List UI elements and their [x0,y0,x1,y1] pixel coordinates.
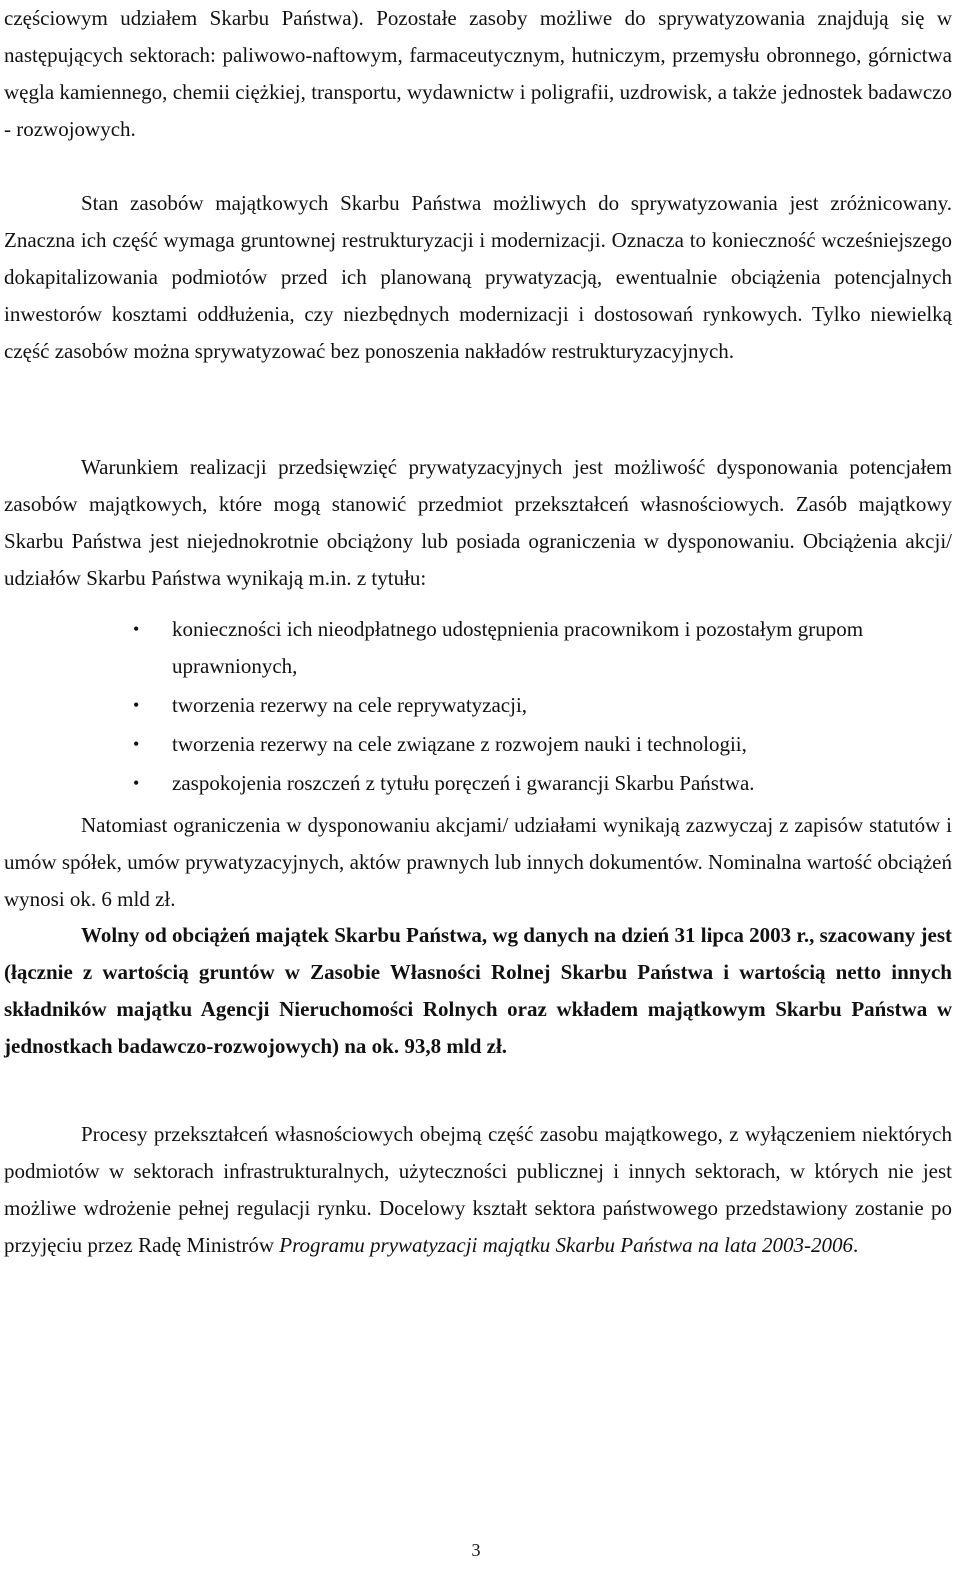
list-item-text: tworzenia rezerwy na cele reprywatyzacji, [172,693,528,717]
ownership-transformation-text: Procesy przekształceń własnościowych obejmą część zasobu majątkowego, z wyłączeniem niektórych podmiotów w sektorach infrastrukturalnych, użyteczności publicznej i innych sektorach, w których nie jest możliwe wdrożenie pełnej regulacji rynku. Docelowy kształt sektora państwowego przedstawiony zostanie po przyjęciu przez Radę Ministrów [4,1122,952,1257]
page-number: 3 [471,1540,481,1560]
program-title: Programu prywatyzacji majątku Skarbu Państwa na lata 2003-2006 [279,1233,854,1257]
paragraph-unencumbered-assets [4,917,952,1065]
bullet-icon: • [133,695,140,715]
list-item [0,726,952,763]
unencumbered-assets-lead: Wolny od obciążeń majątek Skarbu Państwa, wg danych na dzień 31 lipca 2003 r. [81,923,810,947]
paragraph-ownership-transformation [4,1116,952,1264]
bullet-icon: • [133,773,140,793]
ownership-transformation-end: . [853,1233,859,1257]
bullet-icon: • [133,619,140,639]
list-item-text: zaspokojenia roszczeń z tytułu poręczeń i gwarancji Skarbu Państwa. [172,771,755,795]
list-item [0,687,952,724]
paragraph-asset-condition: Stan zasobów majątkowych Skarbu Państwa możliwych do sprywatyzowania jest zróżnicowany. Znaczna ich część wymaga gruntownej restrukturyzacji i modernizacji. Oznacza to konieczność wcześniejszego dokapitalizowania podmiotów przed ich planowaną prywatyzacją, ewentualnie obciążenia potencjalnych inwestorów kosztami oddłużenia, czy niezbędnych modernizacji i dostosowań rynkowych. Tylko niewielką część zasobów można sprywatyzować bez ponoszenia nakładów restrukturyzacyjnych. [4,191,952,363]
encumbrance-list [0,611,952,804]
paragraph-privatization-conditions: Warunkiem realizacji przedsięwzięć prywatyzacyjnych jest możliwość dysponowania potencjałem zasobów majątkowych, które mogą stanowić przedmiot przekształceń własnościowych. Zasób majątkowy Skarbu Państwa jest niejednokrotnie obciążony lub posiada ograniczenia w dysponowaniu. Obciążenia akcji/ udziałów Skarbu Państwa wynikają m.in. z tytułu: [4,455,952,590]
paragraph-disposal-limits: Natomiast ograniczenia w dysponowaniu akcjami/ udziałami wynikają zazwyczaj z zapisów statutów i umów spółek, umów prywatyzacyjnych, aktów prawnych lub innych dokumentów. Nominalna wartość obciążeń wynosi ok. 6 mld zł. [4,813,952,911]
list-item [0,611,952,685]
paragraph-sectors: częściowym udziałem Skarbu Państwa). Pozostałe zasoby możliwe do sprywatyzowania znajdują się w następujących sektorach: paliwowo-naftowym, farmaceutycznym, hutniczym, przemysłu obronnego, górnictwa węgla kamiennego, chemii ciężkiej, transportu, wydawnictw i poligrafii, uzdrowisk, a także jednostek badawczo - rozwojowych. [4,6,952,141]
list-item-text: konieczności ich nieodpłatnego udostępnienia pracownikom i pozostałym grupom uprawnionych, [172,617,864,678]
list-item [0,765,952,802]
unencumbered-assets-rest: , szacowany jest (łącznie z wartością gruntów w Zasobie Własności Rolnej Skarbu Państwa i wartością netto innych składników majątku Agencji Nieruchomości Rolnych oraz wkładem majątkowym Skarbu Państwa w jednostkach badawczo-rozwojowych) na ok. 93,8 mld zł. [4,923,952,1058]
list-item-text: tworzenia rezerwy na cele związane z rozwojem nauki i technologii, [172,732,747,756]
bullet-icon: • [133,734,140,754]
